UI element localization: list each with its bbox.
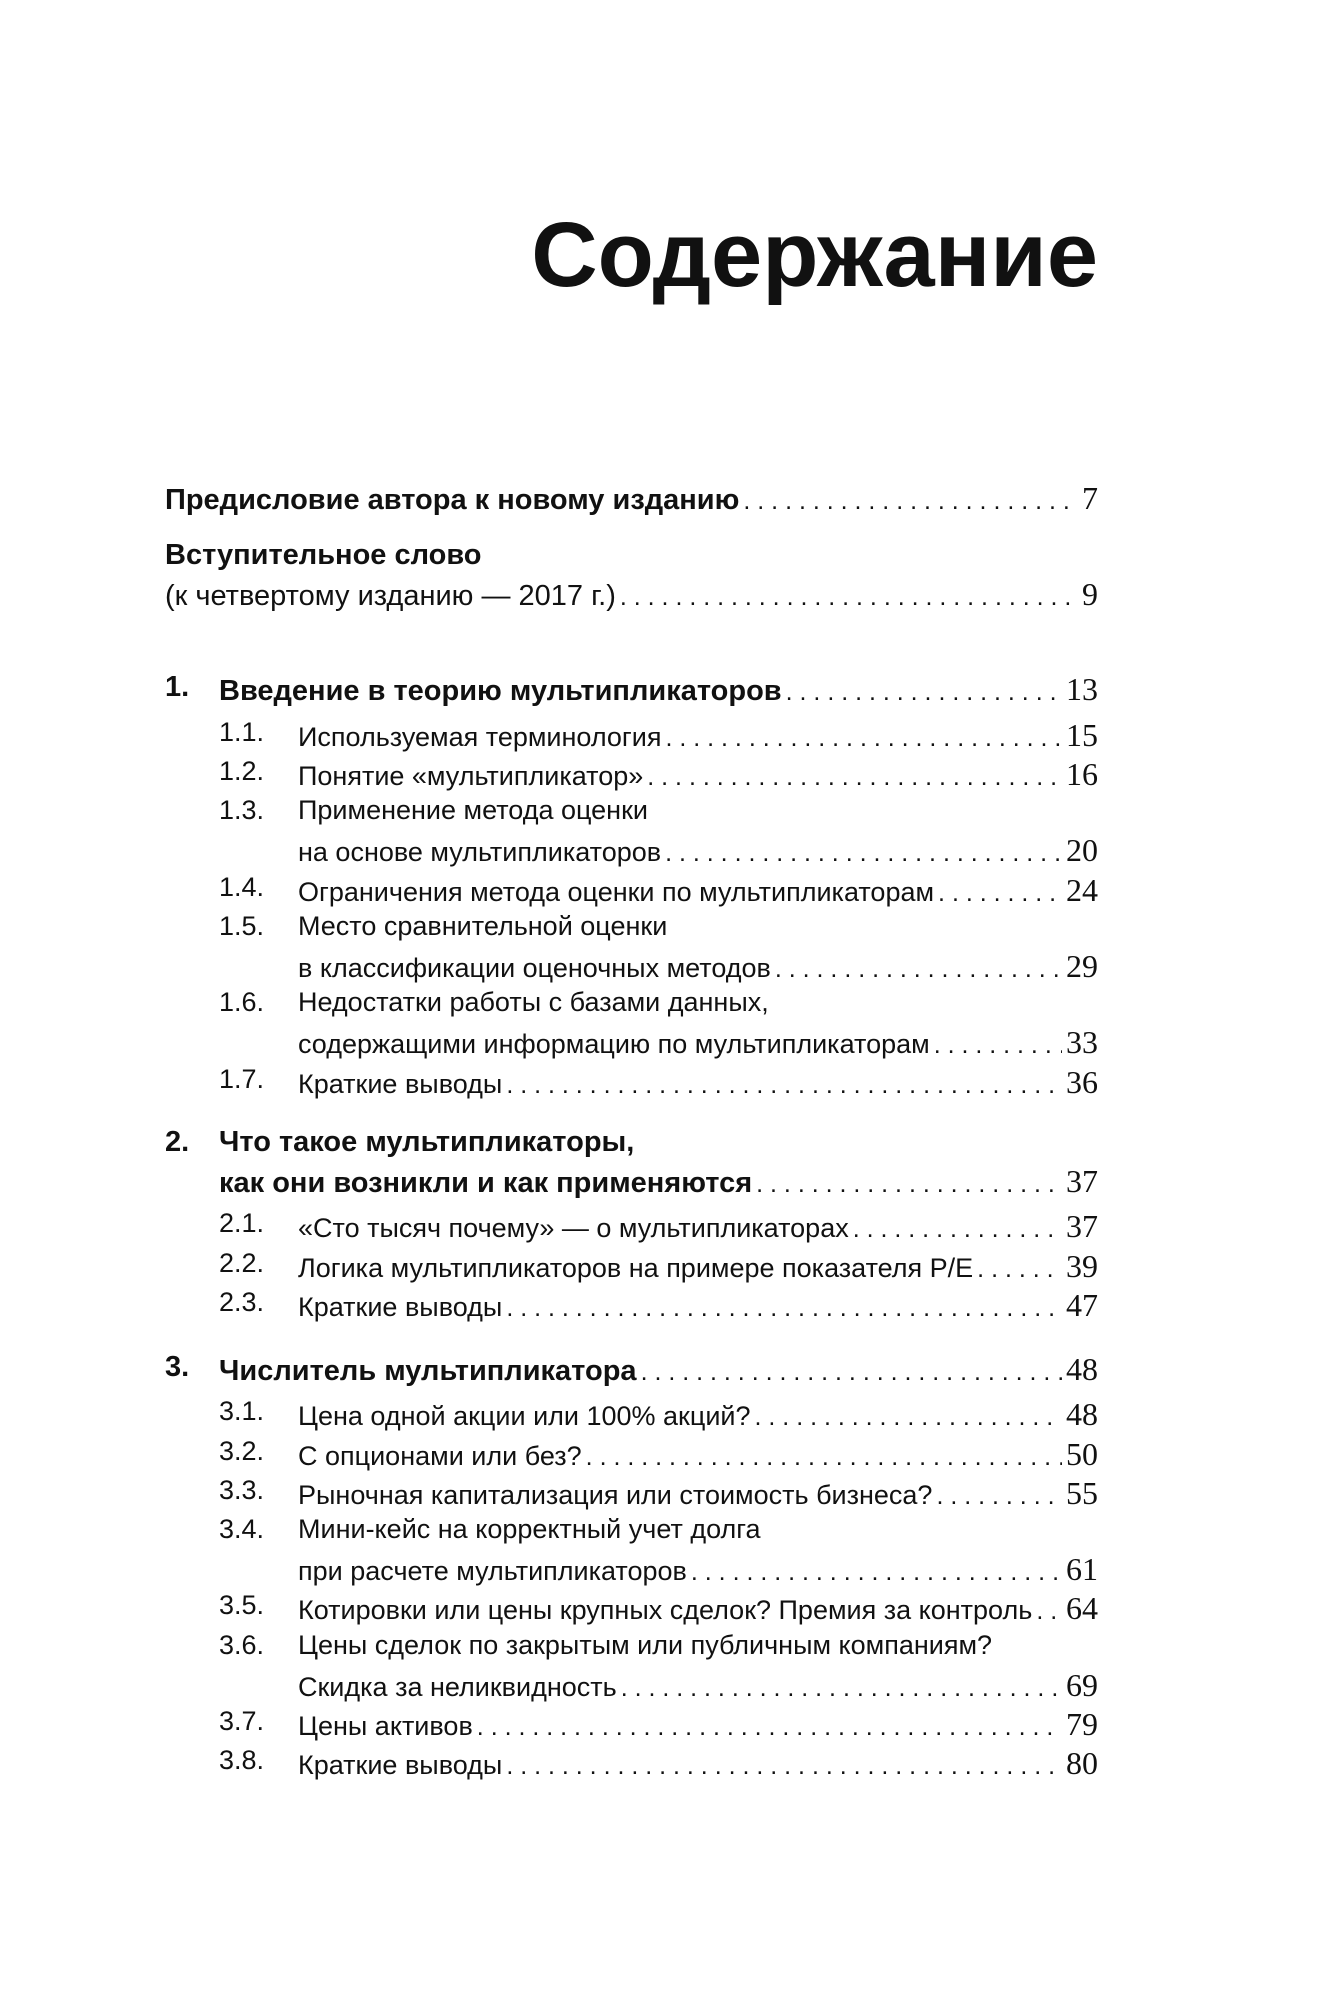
toc-section-1-7[interactable]: [165, 1064, 1098, 1104]
toc-entry-number: 1.5.: [219, 911, 265, 941]
toc-section-1-6-line1[interactable]: [165, 987, 1098, 1027]
toc-entry-page: 69: [1066, 1667, 1098, 1703]
toc-entry-page: 16: [1066, 756, 1098, 792]
toc-entry-number: 1.2.: [219, 756, 265, 786]
toc-entry-page: 15: [1066, 717, 1098, 753]
toc-section-3-7[interactable]: [165, 1706, 1098, 1746]
toc-entry-label: Недостатки работы с базами данных,: [298, 987, 769, 1017]
toc-section-1-3[interactable]: [165, 832, 1098, 872]
toc-entry-number: 1.: [165, 671, 190, 703]
toc-entry-page: 50: [1066, 1436, 1098, 1472]
toc-section-3-6-line1[interactable]: [165, 1630, 1098, 1670]
leader-dots: [755, 1403, 1062, 1432]
leader-dots: [853, 1215, 1062, 1244]
leader-dots: [934, 1031, 1062, 1060]
toc-entry-page: 61: [1066, 1551, 1098, 1587]
toc-entry-label: на основе мультипликаторов: [298, 837, 662, 867]
toc-chapter-1[interactable]: [165, 671, 1098, 711]
toc-section-1-5[interactable]: [165, 948, 1098, 988]
toc-entry-label: Краткие выводы: [298, 1750, 503, 1780]
leader-dots: [641, 1358, 1062, 1387]
toc-entry-number: 3.7.: [219, 1706, 265, 1736]
toc-entry-label: Предисловие автора к новому изданию: [165, 484, 740, 516]
toc-entry-label: Краткие выводы: [298, 1069, 503, 1099]
toc-section-3-5[interactable]: [165, 1590, 1098, 1630]
toc-section-1-4[interactable]: [165, 872, 1098, 912]
toc-entry-number: 1.7.: [219, 1064, 265, 1094]
leader-dots: [665, 724, 1062, 753]
toc-section-1-3-line1[interactable]: [165, 795, 1098, 835]
toc-entry-label: Рыночная капитализация или стоимость бизнеса?: [298, 1480, 933, 1510]
toc-entry-label: Логика мультипликаторов на примере показателя P/E: [298, 1253, 974, 1283]
toc-section-1-1[interactable]: [165, 717, 1098, 757]
toc-entry-number: 2.1.: [219, 1208, 265, 1238]
toc-entry-label: в классификации оценочных методов: [298, 953, 771, 983]
toc-entry-number: 3.6.: [219, 1630, 265, 1660]
toc-section-3-4-line1[interactable]: [165, 1514, 1098, 1554]
leader-dots: [477, 1713, 1062, 1742]
toc-entry-number: 3.: [165, 1351, 190, 1383]
leader-dots: [775, 955, 1062, 984]
leader-dots: [743, 487, 1078, 516]
toc-entry-number: 2.2.: [219, 1248, 265, 1278]
toc-entry-number: 3.5.: [219, 1590, 265, 1620]
toc-section-3-6[interactable]: [165, 1667, 1098, 1707]
toc-entry-label: «Сто тысяч почему» — о мультипликаторах: [298, 1213, 849, 1243]
toc-entry-number: 2.3.: [219, 1287, 265, 1317]
toc-entry-page: 48: [1066, 1351, 1098, 1387]
toc-entry-page: 37: [1066, 1163, 1098, 1199]
toc-entry-label: Котировки или цены крупных сделок? Премия за контроль: [298, 1595, 1033, 1625]
toc-section-3-1[interactable]: [165, 1396, 1098, 1436]
toc-entry-label: содержащими информацию по мультипликаторам: [298, 1029, 930, 1059]
toc-entry-page: 24: [1066, 872, 1098, 908]
toc-entry-label: как они возникли и как применяются: [219, 1167, 753, 1199]
leader-dots: [786, 678, 1062, 707]
leader-dots: [1036, 1597, 1062, 1626]
leader-dots: [506, 1294, 1062, 1323]
toc-entry-page: 20: [1066, 832, 1098, 868]
toc-entry-label: Скидка за неликвидность: [298, 1672, 617, 1702]
toc-section-3-3[interactable]: [165, 1475, 1098, 1515]
toc-entry-label: Мини-кейс на корректный учет долга: [298, 1514, 761, 1544]
toc-entry-number: 1.6.: [219, 987, 265, 1017]
toc-entry-label: (к четвертому изданию — 2017 г.): [165, 580, 616, 612]
toc-entry-label: Что такое мультипликаторы,: [219, 1126, 635, 1158]
leader-dots: [665, 839, 1062, 868]
toc-entry-label: Ограничения метода оценки по мультипликаторам: [298, 877, 935, 907]
toc-entry-page: 47: [1066, 1287, 1098, 1323]
toc-entry-page: 48: [1066, 1396, 1098, 1432]
toc-entry-label: Используемая терминология: [298, 722, 662, 752]
toc-entry-label: С опционами или без?: [298, 1441, 582, 1471]
toc-entry-intro-line1[interactable]: [165, 539, 1098, 579]
toc-section-2-3[interactable]: [165, 1287, 1098, 1327]
leader-dots: [506, 1752, 1062, 1781]
toc-entry-number: 3.3.: [219, 1475, 265, 1505]
toc-entry-label: Краткие выводы: [298, 1292, 503, 1322]
toc-entry-intro[interactable]: [165, 576, 1098, 616]
toc-entry-label: Применение метода оценки: [298, 795, 648, 825]
leader-dots: [977, 1255, 1062, 1284]
toc-entry-number: 3.2.: [219, 1436, 265, 1466]
toc-entry-page: 36: [1066, 1064, 1098, 1100]
toc-section-1-6[interactable]: [165, 1024, 1098, 1064]
toc-entry-number: 3.1.: [219, 1396, 265, 1426]
toc-entry-number: 3.8.: [219, 1745, 265, 1775]
toc-entry-number: 1.3.: [219, 795, 265, 825]
leader-dots: [586, 1443, 1062, 1472]
toc-entry-page: 55: [1066, 1475, 1098, 1511]
toc-entry-page: 33: [1066, 1024, 1098, 1060]
toc-entry-label: Место сравнительной оценки: [298, 911, 668, 941]
toc-section-3-8[interactable]: [165, 1745, 1098, 1785]
toc-entry-label: Цены активов: [298, 1711, 473, 1741]
toc-entry-label: Понятие «мультипликатор»: [298, 761, 644, 791]
toc-section-1-5-line1[interactable]: [165, 911, 1098, 951]
leader-dots: [506, 1071, 1062, 1100]
toc-chapter-3[interactable]: [165, 1351, 1098, 1391]
toc-entry-page: 79: [1066, 1706, 1098, 1742]
page-title: Содержание: [531, 204, 1098, 306]
toc-entry-number: 1.4.: [219, 872, 265, 902]
toc-entry-preface[interactable]: [165, 480, 1098, 520]
toc-entry-page: 13: [1066, 671, 1098, 707]
toc-entry-page: 39: [1066, 1248, 1098, 1284]
toc-entry-label: Вступительное слово: [165, 539, 482, 571]
leader-dots: [938, 879, 1062, 908]
toc-entry-number: 2.: [165, 1126, 190, 1158]
toc-entry-label: Введение в теорию мультипликаторов: [219, 675, 782, 707]
toc-entry-label: при расчете мультипликаторов: [298, 1556, 687, 1586]
toc-entry-page: 37: [1066, 1208, 1098, 1244]
leader-dots: [647, 763, 1062, 792]
toc-entry-page: 80: [1066, 1745, 1098, 1781]
toc-entry-page: 9: [1082, 576, 1098, 612]
leader-dots: [621, 1674, 1062, 1703]
toc-chapter-2[interactable]: [165, 1163, 1098, 1203]
leader-dots: [691, 1558, 1062, 1587]
toc-section-1-2[interactable]: [165, 756, 1098, 796]
toc-entry-label: Цена одной акции или 100% акций?: [298, 1401, 751, 1431]
toc-entry-number: 3.4.: [219, 1514, 265, 1544]
leader-dots: [620, 583, 1078, 612]
leader-dots: [756, 1170, 1062, 1199]
toc-section-3-4[interactable]: [165, 1551, 1098, 1591]
toc-entry-page: 7: [1082, 480, 1098, 516]
toc-entry-page: 64: [1066, 1590, 1098, 1626]
toc-entry-label: Числитель мультипликатора: [219, 1355, 637, 1387]
toc-chapter-2-line1[interactable]: [165, 1126, 1098, 1166]
leader-dots: [936, 1482, 1062, 1511]
toc-entry-number: 1.1.: [219, 717, 265, 747]
toc-entry-page: 29: [1066, 948, 1098, 984]
toc-entry-label: Цены сделок по закрытым или публичным компаниям?: [298, 1630, 993, 1660]
toc-section-2-1[interactable]: [165, 1208, 1098, 1248]
toc-section-3-2[interactable]: [165, 1436, 1098, 1476]
toc-section-2-2[interactable]: [165, 1248, 1098, 1288]
